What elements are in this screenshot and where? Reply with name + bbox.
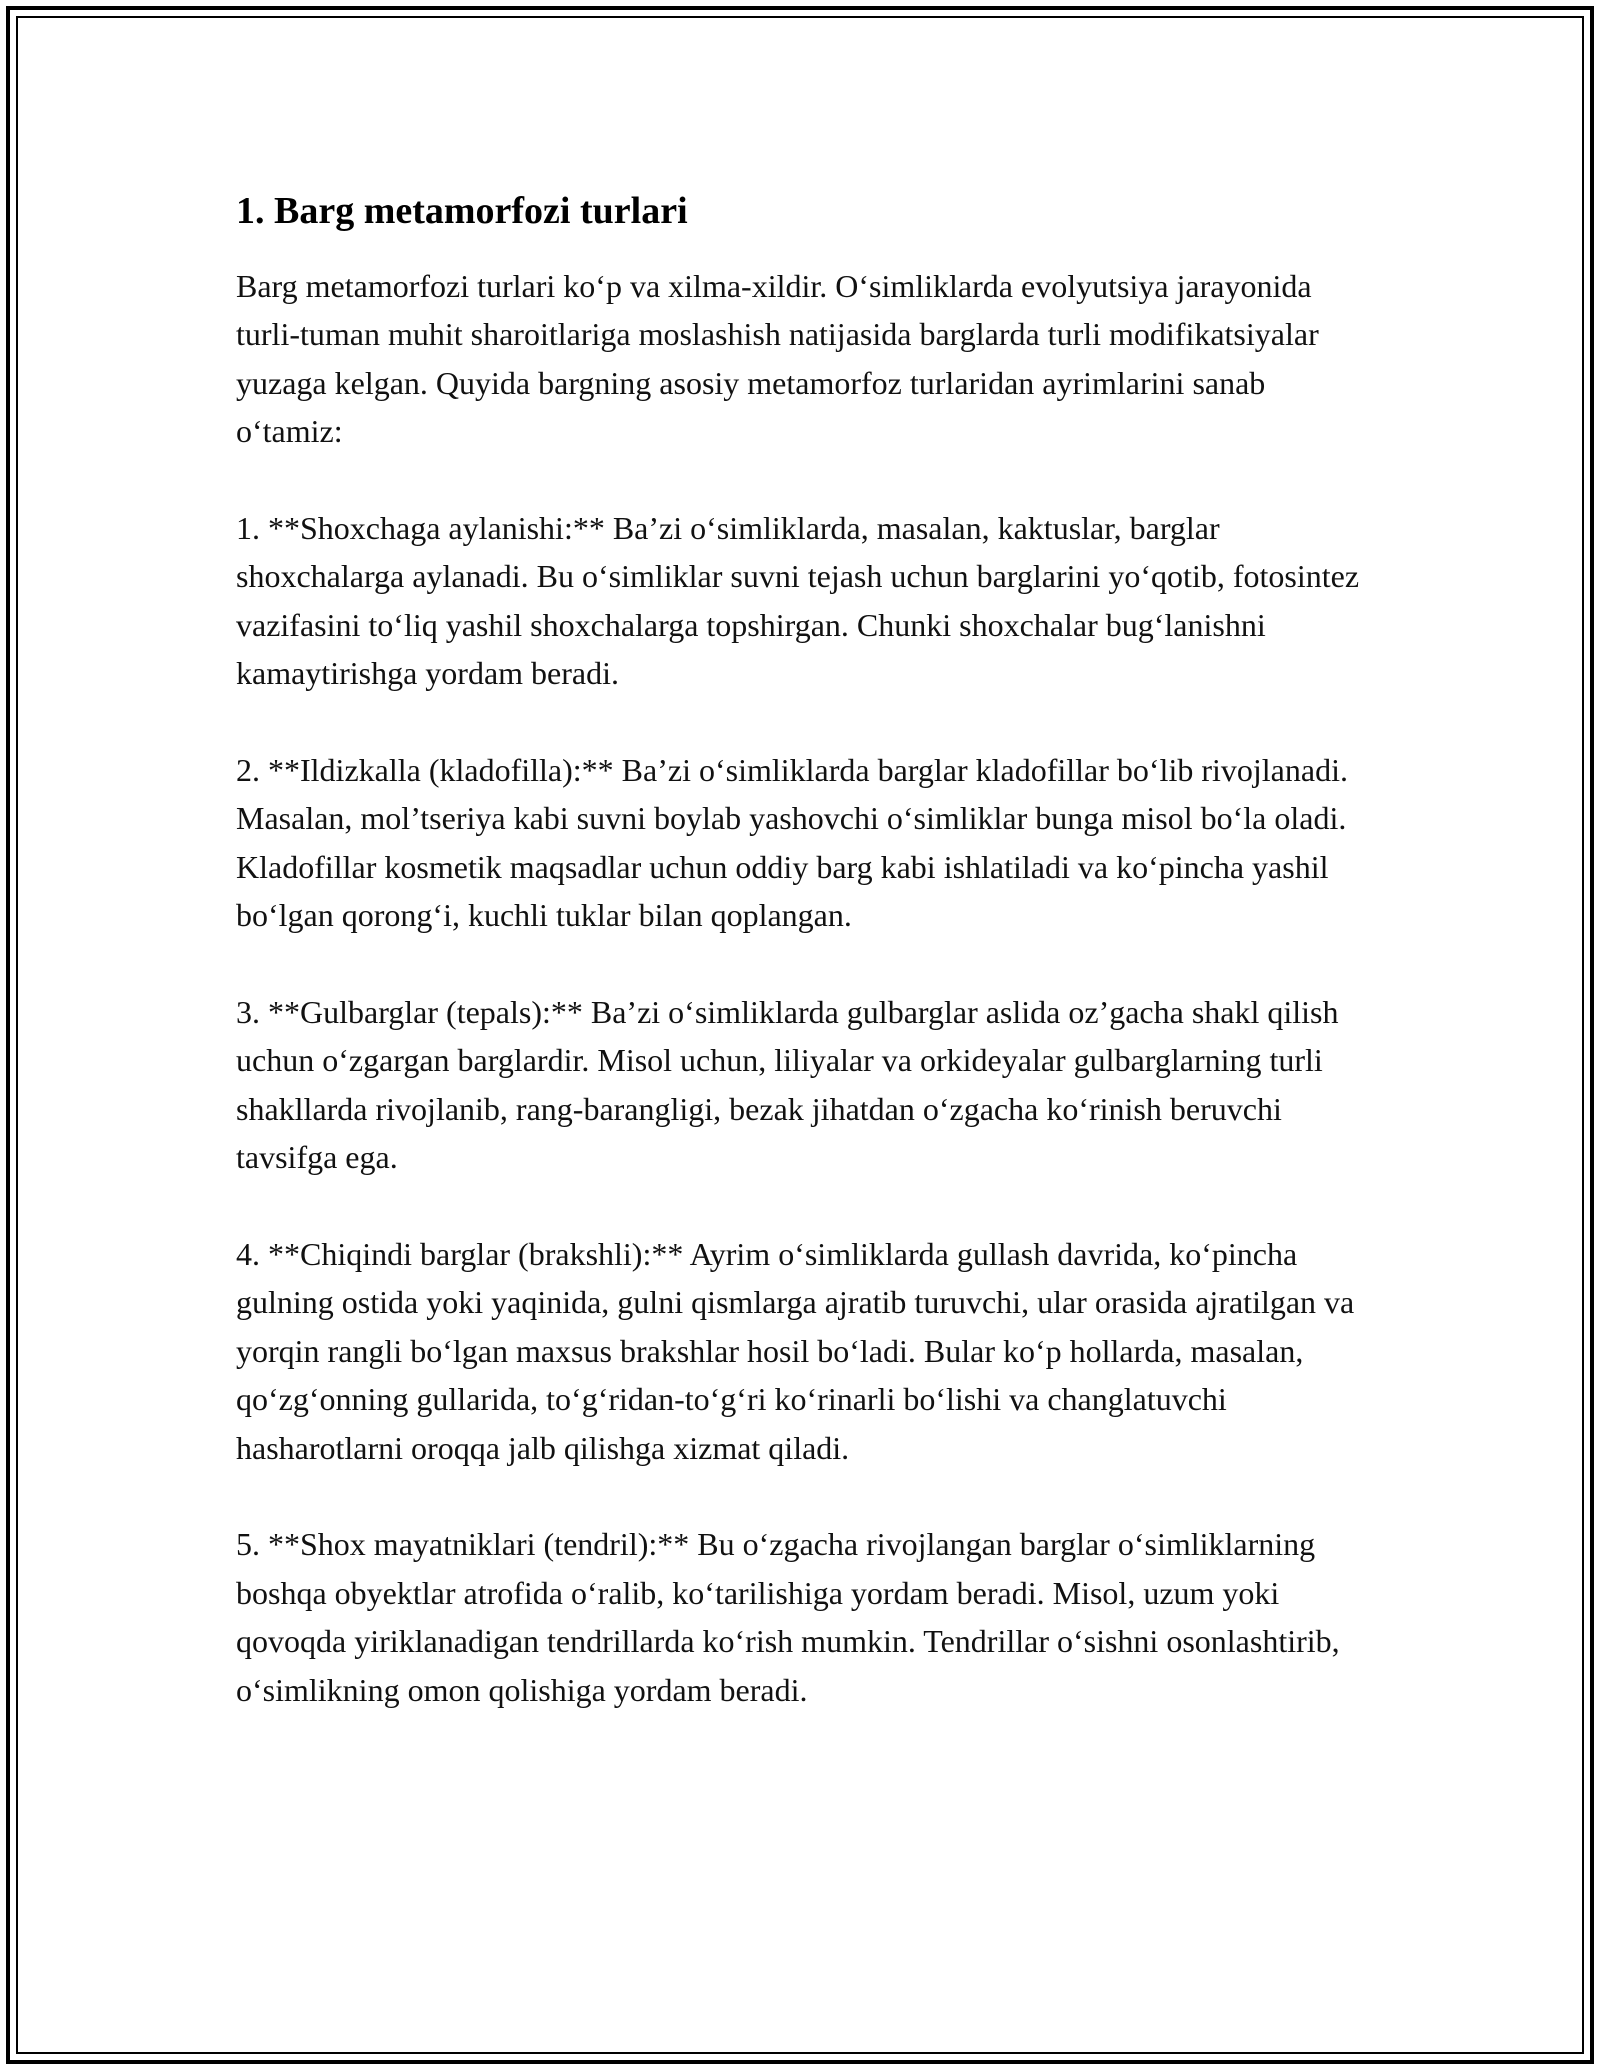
list-item-5: 5. **Shox mayatniklari (tendril):** Bu o‘zgacha rivojlangan barglar o‘simliklarning boshqa obyektlar atrofida o‘ralib, ko‘tarilishiga yordam beradi. Misol, uzum yoki qovoqda yiriklanadigan tendrillarda ko‘rish mumkin. Tendrillar o‘sishni osonlashtirib, o‘simlikning omon qolishiga yordam beradi. [236,1526,1340,1708]
list-item-4: 4. **Chiqindi barglar (brakshli):** Ayrim o‘simliklarda gullash davrida, ko‘pincha gulning ostida yoki yaqinida, gulni qismlarga ajratib turuvchi, ular orasida ajratilgan va yorqin rangli bo‘lgan maxsus brakshlar hosil bo‘ladi. Bular ko‘p hollarda, masalan, qo‘zg‘onning gullarida, to‘g‘ridan-to‘g‘ri ko‘rinarli bo‘lishi va changlatuvchi hasharotlarni oroqqa jalb qilishga xizmat qiladi. [236,1236,1355,1466]
list-item-1: 1. **Shoxchaga aylanishi:** Ba’zi o‘simliklarda, masalan, kaktuslar, barglar shoxchalarga aylanadi. Bu o‘simliklar suvni tejash uchun barglarini yo‘qotib, fotosintez vazifasini to‘liq yashil shoxchalarga topshirgan. Chunki shoxchalar bug‘lanishni kamaytirishga yordam beradi. [236,510,1360,692]
list-item-3: 3. **Gulbarglar (tepals):** Ba’zi o‘simliklarda gulbarglar aslida oz’gacha shakl qilish uchun o‘zgargan barglardir. Misol uchun, liliyalar va orkideyalar gulbarglarning turli shakllarda rivojlanib, rang-barangligi, bezak jihatdan o‘zgacha ko‘rinish beruvchi tavsifga ega. [236,994,1339,1176]
document-body [236,186,1376,1763]
section-heading: 1. Barg metamorfozi turlari [236,190,688,232]
list-item-2: 2. **Ildizkalla (kladofilla):** Ba’zi o‘simliklarda barglar kladofillar bo‘lib rivojlanadi. Masalan, mol’tseriya kabi suvni boylab yashovchi o‘simliklar bunga misol bo‘la oladi. Kladofillar kosmetik maqsadlar uchun oddiy barg kabi ishlatiladi va ko‘pincha yashil bo‘lgan qorong‘i, kuchli tuklar bilan qoplangan. [236,752,1348,934]
intro-paragraph: Barg metamorfozi turlari ko‘p va xilma-xildir. O‘simliklarda evolyutsiya jarayonida turli-tuman muhit sharoitlariga moslashish natijasida barglarda turli modifikatsiyalar yuzaga kelgan. Quyida bargning asosiy metamorfoz turlaridan ayrimlarini sanab o‘tamiz: [236,268,1319,450]
